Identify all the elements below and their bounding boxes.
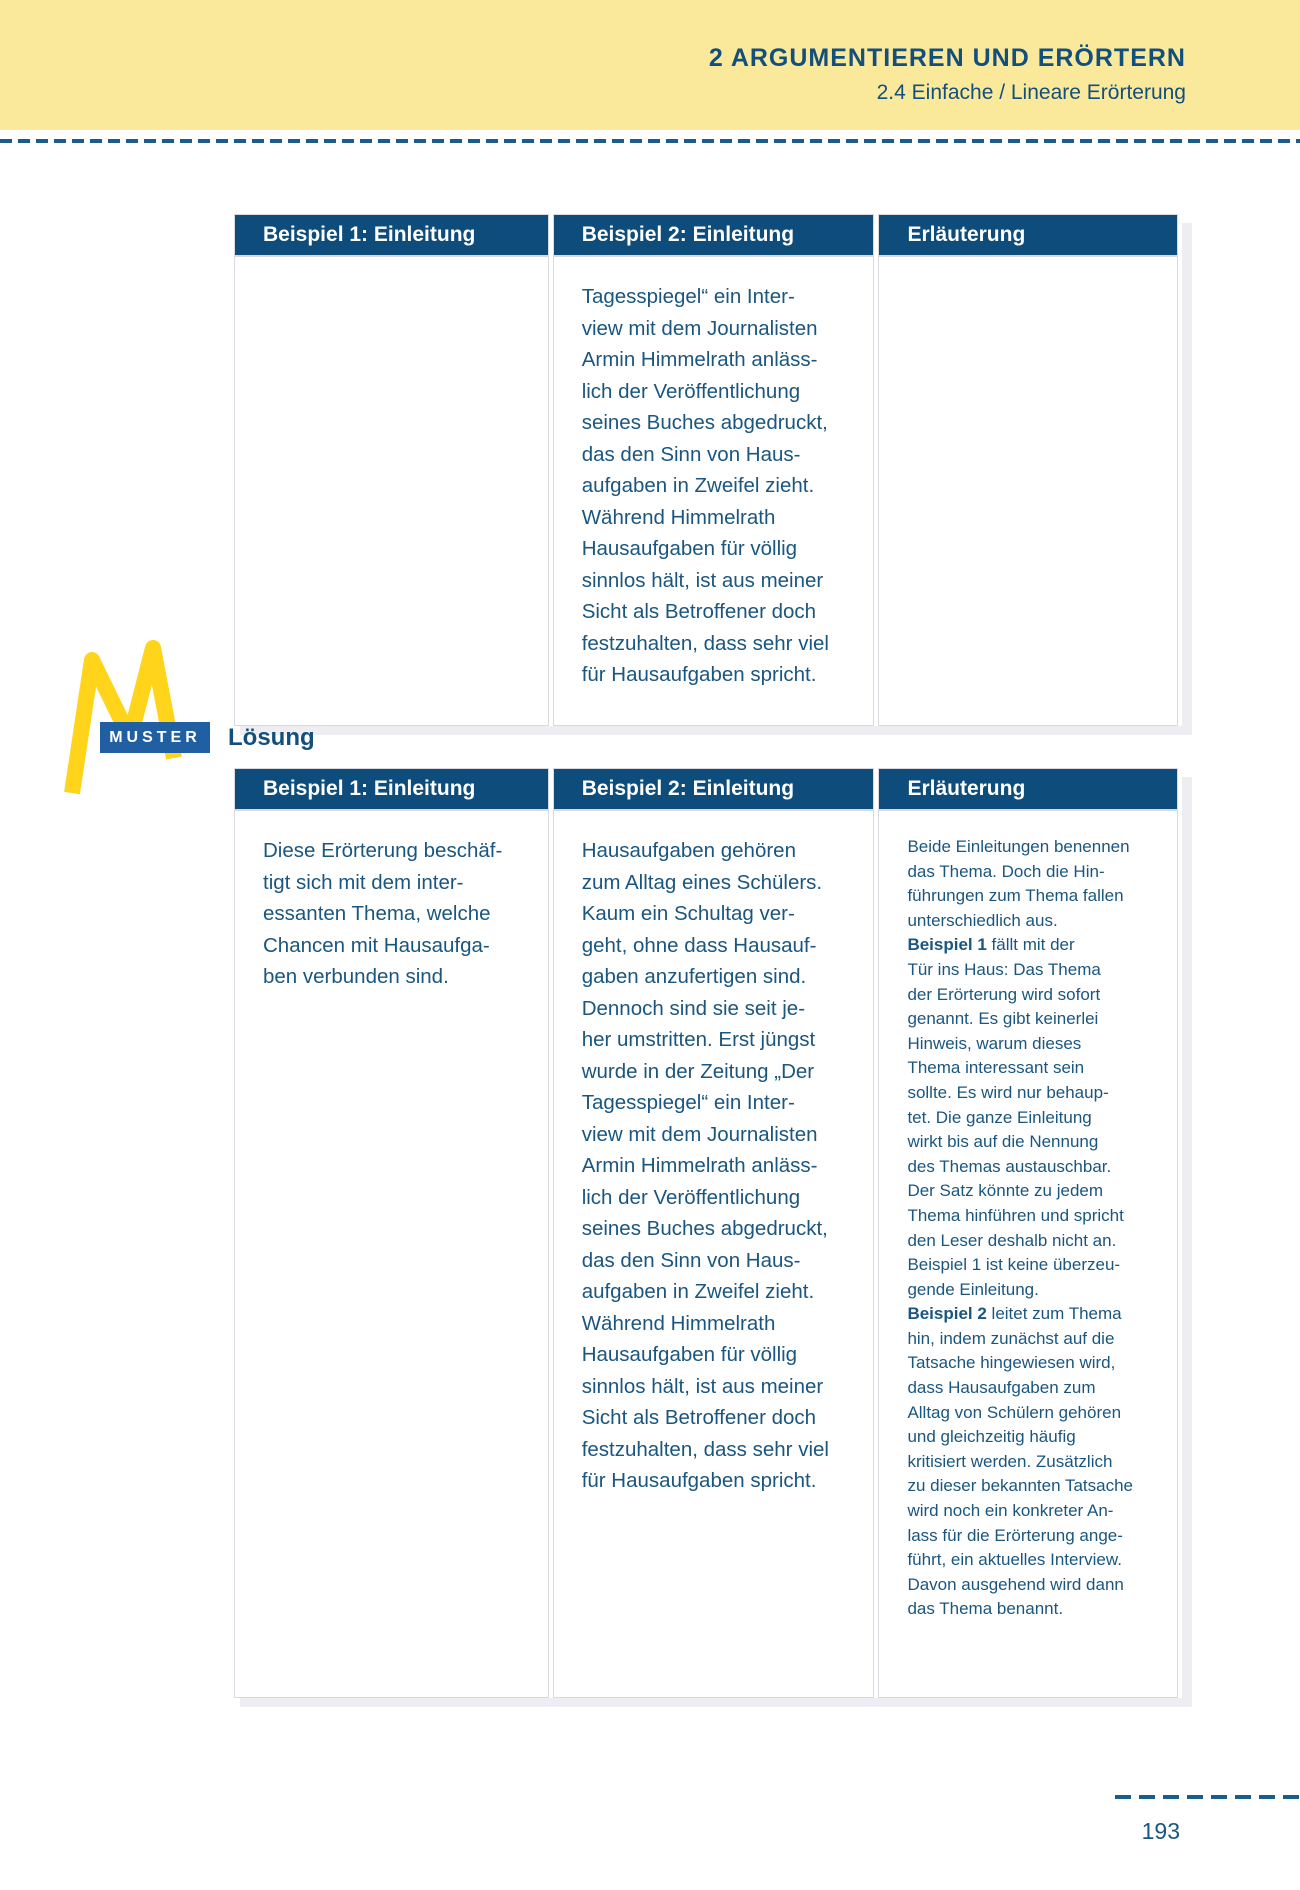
solution-table-header-beispiel2: Beispiel 2: Einleitung (553, 768, 875, 810)
solution-table (230, 768, 1182, 1698)
solution-heading: Lösung (228, 724, 315, 751)
table-row (234, 256, 1178, 726)
example-table (230, 214, 1182, 726)
solution-table-header-beispiel1: Beispiel 1: Einleitung (234, 768, 549, 810)
muster-badge: MUSTER (100, 722, 210, 753)
example-table-header-erlaeuterung: Erläuterung (878, 214, 1178, 256)
chapter-title: 2 ARGUMENTIEREN UND ERÖRTERN (708, 44, 1186, 72)
example-table-header-beispiel2: Beispiel 2: Einleitung (553, 214, 875, 256)
bottom-dashed-divider (1115, 1795, 1300, 1799)
page-number: 193 (1141, 1818, 1180, 1844)
solution-table-header-erlaeuterung: Erläuterung (878, 768, 1178, 810)
example-cell-beispiel1 (234, 256, 549, 726)
chapter-header-band (0, 0, 1300, 130)
example-cell-erlaeuterung (878, 256, 1178, 726)
solution-cell-beispiel2: Hausaufgaben gehören zum Alltag eines Schülers. Kaum ein Schultag ver- geht, ohne dass Hausauf- gaben anzufertigen sind. Dennoch sind sie seit je- her umstritten. Erst jüngst wurde in der Zeitung „Der Tagesspiegel“ ein Inter- view mit dem Journalisten Armin Himmelrath anläss- lich der Veröffentlichung seines Buches abgedruckt, das den Sinn von Haus- aufgaben in Zweifel zieht. Während Himmelrath Hausaufgaben für völlig sinnlos hält, ist aus meiner Sicht als Betroffener doch festzuhalten, dass sehr viel für Hausaufgaben spricht. (553, 810, 875, 1698)
solution-cell-beispiel1: Diese Erörterung beschäf- tigt sich mit dem inter- essanten Thema, welche Chancen mit Hausaufga- ben verbunden sind. (234, 810, 549, 1698)
top-dashed-divider (0, 139, 1300, 143)
solution-cell-erlaeuterung: Beide Einleitungen benennen das Thema. Doch die Hin- führungen zum Thema fallen unterschiedlich aus. Beispiel 1 fällt mit der Tür ins Haus: Das Thema der Erörterung wird sofort genannt. Es gibt keinerlei Hinweis, warum dieses Thema interessant sein sollte. Es wird nur behaup- tet. Die ganze Einleitung wirkt bis auf die Nennung des Themas austauschbar. Der Satz könnte zu jedem Thema hinführen und spricht den Leser deshalb nicht an. Beispiel 1 ist keine überzeu- gende Einleitung. Beispiel 2 leitet zum Thema hin, indem zunächst auf die Tatsache hingewiesen wird, dass Hausaufgaben zum Alltag von Schülern gehören und gleichzeitig häufig kritisiert werden. Zusätzlich zu dieser bekannten Tatsache wird noch ein konkreter An- lass für die Erörterung ange- führt, ein aktuelles Interview. Davon ausgehend wird dann das Thema benannt. (878, 810, 1178, 1698)
section-subtitle: 2.4 Einfache / Lineare Erörterung (876, 81, 1186, 104)
table-row (234, 810, 1178, 1698)
example-cell-beispiel2: Tagesspiegel“ ein Inter- view mit dem Journalisten Armin Himmelrath anläss- lich der Veröffentlichung seines Buches abgedruckt, das den Sinn von Haus- aufgaben in Zweifel zieht. Während Himmelrath Hausaufgaben für völlig sinnlos hält, ist aus meiner Sicht als Betroffener doch festzuhalten, dass sehr viel für Hausaufgaben spricht. (553, 256, 875, 726)
chapter-header-text (709, 44, 1186, 105)
example-table-header-beispiel1: Beispiel 1: Einleitung (234, 214, 549, 256)
